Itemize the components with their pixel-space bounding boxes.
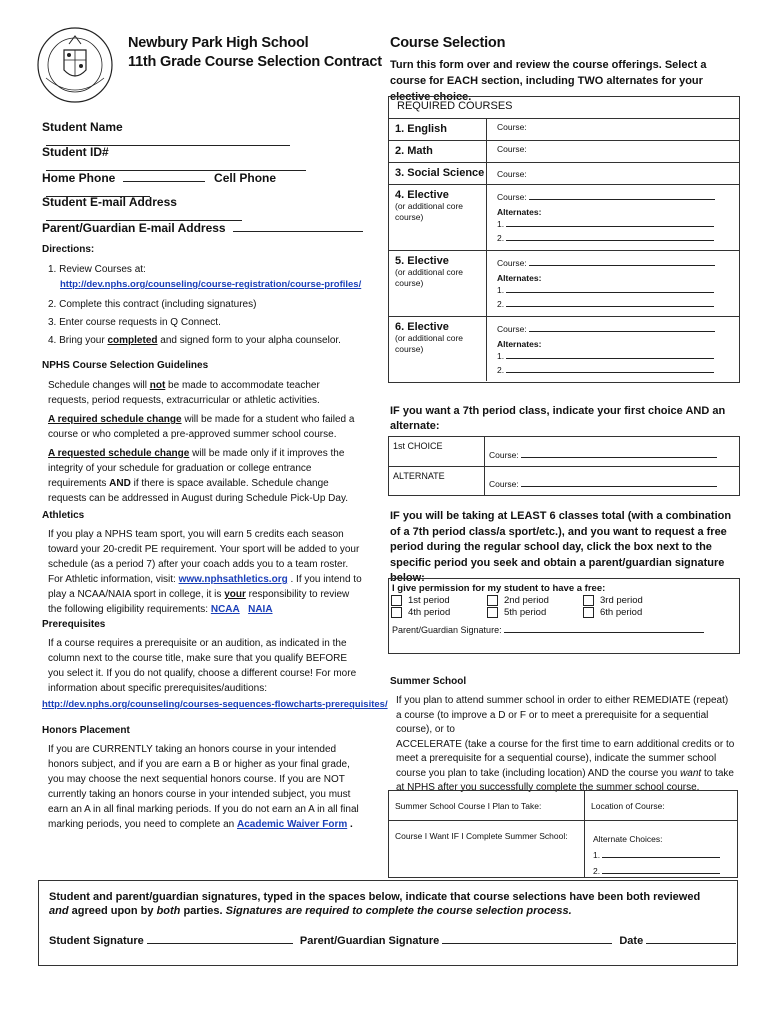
course-row-elective-4 bbox=[389, 185, 739, 251]
summer-text: If you plan to attend summer school in order to either REMEDIATE (repeat) a course (to improve a D or F or to meet a prerequisite for a sequential course), or to ACCELERATE (take a course for the first time to earn additional credits or to meet a prerequisite for a sequential course), indicate the summer school course you plan to take (including location) AND the course you want to take at NPHS after you successfully complete the summer school course. bbox=[396, 695, 735, 793]
course-selection-intro: Turn this form over and review the course offerings. Select a course for EACH section, including TWO alternates for your elective choice. bbox=[390, 59, 707, 103]
required-courses-header: REQUIRED COURSES bbox=[389, 97, 739, 119]
free-period-option[interactable]: 6th period bbox=[583, 607, 642, 618]
course-row-english bbox=[389, 119, 739, 141]
free-period-option[interactable]: 3rd period bbox=[583, 595, 643, 606]
course-row-elective-5 bbox=[389, 251, 739, 317]
guideline-3: A requested schedule change will be made only if it improves the integrity of your schedule for graduation or college entrance requirements AND if there is space available. Schedule change requests can be addressed in August during Schedule Pick-Up Day. bbox=[48, 448, 348, 504]
course-row-math bbox=[389, 141, 739, 163]
required-courses-table bbox=[388, 96, 740, 383]
elective-5-alt-1[interactable]: 1. bbox=[497, 284, 739, 296]
parent-email-row bbox=[42, 220, 368, 235]
naia-link[interactable]: NAIA bbox=[248, 604, 273, 615]
free-period-option[interactable]: 2nd period bbox=[487, 595, 583, 606]
period7-alternate-row bbox=[389, 467, 739, 496]
elective-5-alt-2[interactable]: 2. bbox=[497, 298, 739, 310]
free-period-title: IF you will be taking at LEAST 6 classes total (with a combination of a 7th period class/a sport/etc.), and you want to request a free period during the regular school day, click the box next to the specific period you seek and obtain a parent/guardian signature below: bbox=[390, 510, 732, 584]
school-name: Newbury Park High School bbox=[128, 35, 309, 51]
directions-title: Directions: bbox=[42, 244, 95, 255]
checkbox-icon bbox=[487, 607, 498, 618]
academic-waiver-link[interactable]: Academic Waiver Form bbox=[237, 819, 348, 830]
ncaa-link[interactable]: NCAA bbox=[210, 604, 240, 615]
course-input-math[interactable]: Course: bbox=[497, 144, 527, 154]
checkbox-icon bbox=[391, 595, 402, 606]
course-row-elective-6 bbox=[389, 317, 739, 381]
direction-step-3: 3. Enter course requests in Q Connect. bbox=[48, 317, 221, 328]
checkbox-icon bbox=[583, 607, 594, 618]
parent-signature-field[interactable]: Parent/Guardian Signature: bbox=[389, 618, 739, 635]
prereq-link[interactable]: http://dev.nphs.org/counseling/courses-sequences-flowcharts-prerequisites/ bbox=[42, 699, 388, 710]
honors-text: If you are CURRENTLY taking an honors course in your intended honors subject, and if you are earn a B or higher as your final grade, you may choose the next sequential honors course. If you are NOT currently taking an honors course in your intended subject, you must earn an A in all final marking periods. If you do not earn an A in all final marking periods, you need to complete an Academic Waiver Form . bbox=[48, 744, 359, 830]
course-row-label: 6. Elective bbox=[395, 321, 449, 333]
first-choice-label: 1st CHOICE bbox=[389, 437, 485, 466]
date-field[interactable]: Date bbox=[619, 935, 736, 947]
elective-6-alt-2[interactable]: 2. bbox=[497, 364, 739, 376]
direction-step-4: 4. Bring your completed and signed form to your alpha counselor. bbox=[48, 335, 341, 346]
elective-6-course-field[interactable]: Course: bbox=[497, 323, 739, 335]
summer-location-field[interactable]: Location of Course: bbox=[591, 801, 665, 811]
alternate-course-field[interactable]: Course: bbox=[485, 467, 739, 496]
summer-title: Summer School bbox=[390, 676, 467, 687]
direction-step-1: 1. Review Courses at: bbox=[48, 264, 146, 275]
signatures-box bbox=[38, 880, 738, 966]
summer-plan-field[interactable]: Summer School Course I Plan to Take: bbox=[389, 791, 585, 820]
course-row-label: 4. Elective bbox=[395, 189, 449, 201]
free-period-option[interactable]: 5th period bbox=[487, 607, 583, 618]
free-period-options-row-2 bbox=[389, 606, 739, 618]
form-title: 11th Grade Course Selection Contract bbox=[128, 54, 382, 70]
free-period-box bbox=[388, 578, 740, 654]
course-input-social-science[interactable]: Course: bbox=[497, 169, 527, 179]
guidelines-title: NPHS Course Selection Guidelines bbox=[42, 360, 209, 371]
course-row-label: 2. Math bbox=[389, 141, 487, 162]
honors-title: Honors Placement bbox=[42, 725, 130, 736]
guideline-1: Schedule changes will not be made to accommodate teacher requests, period requests, extracurricular or athletic activities. bbox=[48, 380, 320, 406]
athletics-text: If you play a NPHS team sport, you will earn 5 credits each season toward your 20-credit PE requirement. Your sport will be added to your schedule (as a period 7) after your coach adds you to a team roster. For Athletic information, visit: www.nphsathletics.org . If you intend to play a NCAA/NAIA sport in college, it is your responsibility to review the following eligibility requirements: NCAA NAIA bbox=[48, 529, 362, 615]
free-period-option[interactable]: 1st period bbox=[391, 595, 487, 606]
period7-table bbox=[388, 436, 740, 496]
athletics-title: Athletics bbox=[42, 510, 85, 521]
elective-note: (or additional core course) bbox=[395, 267, 464, 288]
elective-5-course-field[interactable]: Course: bbox=[497, 257, 739, 269]
elective-4-alt-2[interactable]: 2. bbox=[497, 232, 739, 244]
home-phone-field[interactable] bbox=[123, 170, 205, 182]
signature-statement: Student and parent/guardian signatures, typed in the spaces below, indicate that course selections have been both reviewed and agreed upon by both parties. Signatures are required to complete the course selection process. bbox=[49, 891, 701, 917]
elective-note: (or additional core course) bbox=[395, 333, 464, 354]
first-choice-course-field[interactable]: Course: bbox=[485, 437, 739, 466]
course-row-social-science bbox=[389, 163, 739, 185]
alternates-label: Alternates: bbox=[497, 339, 542, 349]
elective-6-alt-1[interactable]: 1. bbox=[497, 350, 739, 362]
student-name-label: Student Name bbox=[42, 120, 123, 134]
checkbox-icon bbox=[583, 595, 594, 606]
summer-alt-1-field[interactable]: 1. bbox=[593, 847, 737, 863]
summer-alt-2-field[interactable]: 2. bbox=[593, 863, 737, 879]
course-profiles-link[interactable]: http://dev.nphs.org/counseling/course-registration/course-profiles/ bbox=[60, 279, 362, 290]
summer-row-2 bbox=[389, 821, 737, 878]
alternates-label: Alternates: bbox=[497, 207, 542, 217]
course-input-english[interactable]: Course: bbox=[497, 122, 527, 132]
course-row-label: 5. Elective bbox=[395, 255, 449, 267]
cell-phone-label: Cell Phone bbox=[214, 171, 277, 185]
signature-row bbox=[39, 918, 737, 947]
guideline-2: A required schedule change will be made for a student who failed a course or who completed a pre-approved summer school course. bbox=[48, 414, 355, 440]
elective-4-alt-1[interactable]: 1. bbox=[497, 218, 739, 230]
guidelines-text bbox=[48, 378, 362, 506]
elective-note: (or additional core course) bbox=[395, 201, 464, 222]
school-crest-logo bbox=[36, 26, 114, 104]
summer-want-field[interactable]: Course I Want IF I Complete Summer School: bbox=[389, 821, 585, 878]
course-selection-title: Course Selection bbox=[390, 35, 506, 51]
summer-alternates-label: Alternate Choices: bbox=[593, 834, 663, 844]
student-signature-field[interactable]: Student Signature bbox=[49, 935, 293, 947]
period7-title: IF you want a 7th period class, indicate your first choice AND an alternate: bbox=[390, 405, 726, 432]
prereq-title: Prerequisites bbox=[42, 619, 106, 630]
summer-row-1 bbox=[389, 791, 737, 821]
student-email-label: Student E-mail Address bbox=[42, 195, 177, 209]
student-id-label: Student ID# bbox=[42, 145, 109, 159]
alternates-label: Alternates: bbox=[497, 273, 542, 283]
home-phone-label: Home Phone bbox=[42, 171, 116, 185]
checkbox-icon bbox=[391, 607, 402, 618]
course-row-label: 3. Social Science bbox=[389, 163, 487, 184]
direction-step-2: 2. Complete this contract (including signatures) bbox=[48, 299, 257, 310]
prereq-text: If a course requires a prerequisite or an audition, as indicated in the column next to the course title, make sure that you qualify BEFORE you select it. If you do not qualify, choose a different course! For more information about specific prerequisites/auditions: bbox=[48, 638, 357, 694]
checkbox-icon bbox=[487, 595, 498, 606]
free-period-option[interactable]: 4th period bbox=[391, 607, 487, 618]
alternate-label: ALTERNATE bbox=[389, 467, 485, 496]
summer-table bbox=[388, 790, 738, 878]
permission-label: I give permission for my student to have a free: bbox=[392, 583, 606, 594]
period7-first-choice-row bbox=[389, 437, 739, 467]
parent-signature-line[interactable]: Parent/Guardian Signature bbox=[300, 935, 612, 947]
prereq-link-row bbox=[42, 699, 388, 710]
parent-email-field[interactable] bbox=[233, 220, 363, 232]
course-row-label: 1. English bbox=[389, 119, 487, 140]
elective-4-course-field[interactable]: Course: bbox=[497, 191, 739, 203]
athletics-link[interactable]: www.nphsathletics.org bbox=[178, 574, 288, 585]
directions-list bbox=[48, 262, 368, 348]
free-period-options-row-1 bbox=[389, 594, 739, 606]
parent-email-label: Parent/Guardian E-mail Address bbox=[42, 221, 226, 235]
